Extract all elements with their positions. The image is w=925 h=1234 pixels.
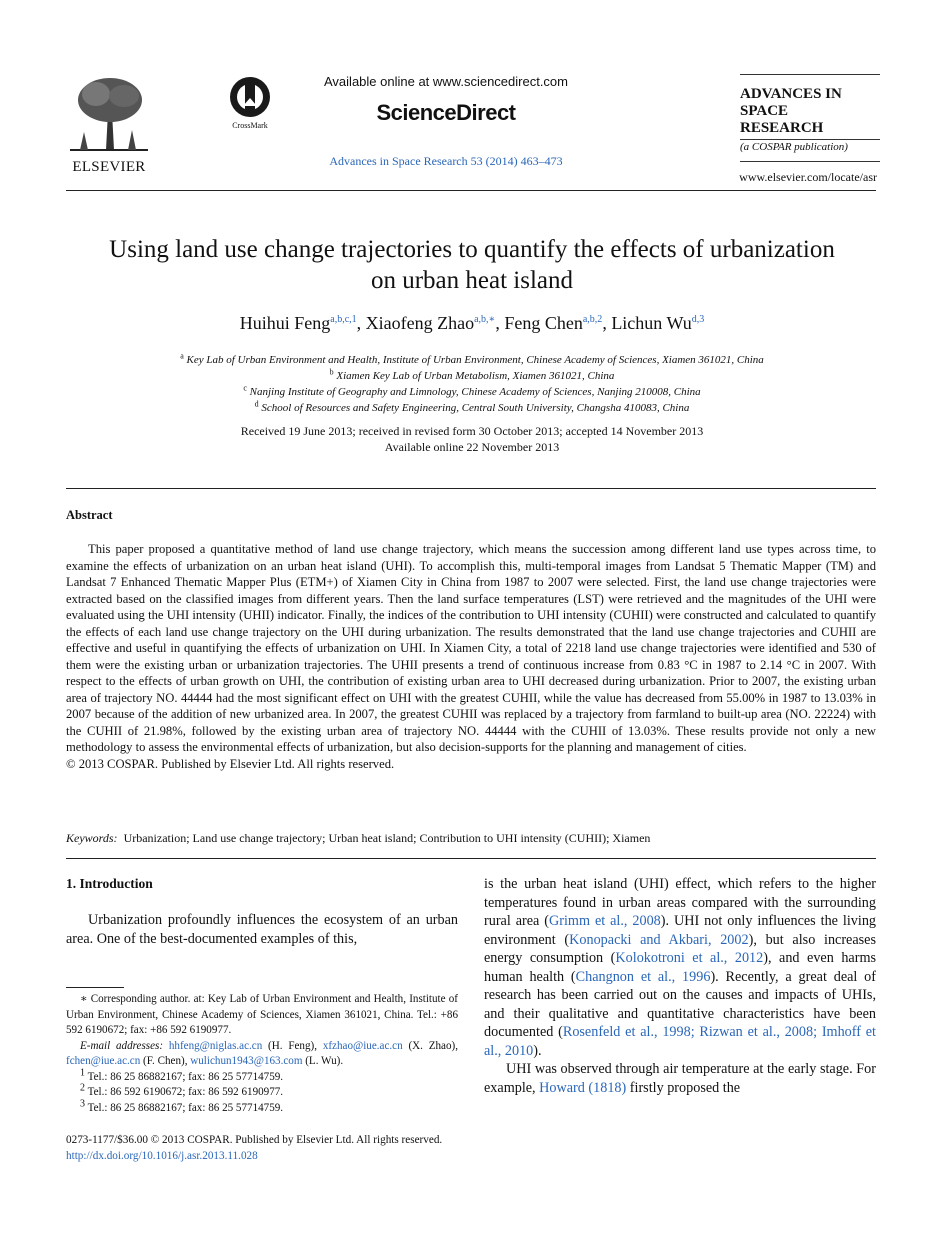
footnote-2: $^2$ Tel.: 86 592 6190672; fax: 86 592 6190977. <box>80 1082 284 1098</box>
abstract-copyright: © 2013 COSPAR. Published by Elsevier Ltd. All rights reserved. <box>66 756 395 771</box>
keywords <box>66 831 876 846</box>
keywords-label: Keywords: <box>66 831 118 845</box>
journal-logo-line: (a COSPAR publication) <box>740 139 880 154</box>
author-list <box>50 313 894 334</box>
crossmark-label: CrossMark <box>232 121 268 130</box>
footnote-rule <box>66 987 124 988</box>
intro-paragraph-1: Urbanization profoundly influences the ecosystem of an urban area. One of the best-documented examples of this, <box>66 912 458 947</box>
intro-right-column <box>484 875 876 1097</box>
available-online: Available online at www.sciencedirect.com <box>324 74 568 89</box>
author[interactable]: Xiaofeng Zhao$^{a,b,∗}$, <box>365 313 500 333</box>
sciencedirect-wordmark[interactable]: ScienceDirect <box>376 100 516 125</box>
email-link[interactable]: hhfeng@niglas.ac.cn <box>168 1039 263 1052</box>
elsevier-wordmark: ELSEVIER <box>72 159 146 175</box>
header-rule <box>66 190 876 191</box>
issn-copyright: 0273-1177/$36.00 © 2013 COSPAR. Published by Elsevier Ltd. All rights reserved. <box>66 1134 443 1146</box>
intro-heading: 1. Introduction <box>66 876 153 891</box>
journal-citation[interactable]: Advances in Space Research 53 (2014) 463–473 <box>329 154 563 168</box>
article-title <box>50 234 894 296</box>
abstract-text: This paper proposed a quantitative method of land use change trajectory, which means the succession among different land use types across time, to examine the effects of urbanization on an urban heat island (UHI). To accomplish this, multi-temporal images from Landsat 5 Thematic Mapper (TM) and Landsat 7 Enhanced Thematic Mapper Plus (ETM+) of Xiamen City in China from 1987 to 2007 were selected. First, the land use change trajectories were extracted based on the classified images from different years. Then the land surface temperatures (LST) were retrieved and the magnitudes of the UHI were evaluated using the UHI intensity (UHII) indicator. Finally, the indices of the contribution to UHI intensity (CUHII) were constructed and calculated to quantify the effects of each land use change trajectory on the UHI during urbanization. The results demonstrated that the land use change trajectories and CUHII are effective and useful in quantifying the effects of urbanization on UHI. In Xiamen City, a total of 2218 land use change trajectories were identified and 530 of them were the existing urban or urbanization trajectories. The UHII presents a trend of continuous increase from 0.83 °C in 1987 to 2.14 °C in 2007. With respect to the effects of urban growth on UHI, the contribution of existing urban area to UHI decreased during urbanization. Prior to 2007, the existing urban area of trajectory NO. 44444 had the most significant effect on UHI with the greatest CUHII, while the value has decreased from 55.00% in 1987 to 13.03% in 2007 because of the addition of new urbanized area. In 2007, the greatest CUHII was replaced by a trajectory from farmland to built-up area (NO. 22224) with the CUHII of 21.98%, followed by the existing urban area of trajectory NO. 44444 with the CUHII of 13.03%. These results provide not only a new methodology to assess the environmental effects of urbanization, but also decision-supports for the planning and management of cities. <box>66 542 876 754</box>
keywords-rule <box>66 858 876 859</box>
affiliation: $^c$ Nanjing Institute of Geography and Limnology, Chinese Academy of Sciences, Nanjing 210008, China <box>243 383 701 398</box>
journal-logo[interactable] <box>740 74 880 162</box>
intro-paragraph-1-cont: is the urban heat island (UHI) effect, which refers to the higher temperatures found in urban areas compared with the surrounding rural area (Grimm et al., 2008). UHI not only influences the living environment (Konopacki and Akbari, 2002), but also increases energy consumption (Kolokotroni et al., 2012), and even harms human health (Changnon et al., 1996). Recently, a great deal of research has been carried out on the causes and impacts of UHIs, and their qualitative and quantitative characteristics have been documented (Rosenfeld et al., 1998; Rizwan et al., 2008; Imhoff et al., 2010). <box>484 876 877 1059</box>
journal-logo-line: SPACE <box>740 103 789 119</box>
author[interactable]: Huihui Feng$^{a,b,c,1}$, <box>239 313 362 333</box>
affiliation: $^b$ Xiamen Key Lab of Urban Metabolism, Xiamen 361021, China <box>329 367 615 382</box>
citation-link[interactable]: Howard (1818) <box>539 1079 627 1096</box>
citation-link[interactable]: Rosenfeld et al., 1998; Rizwan et al., 2008; Imhoff et al., 2010 <box>484 1024 876 1059</box>
corresponding-author-note: ∗ Corresponding author. at: Key Lab of Urban Environment and Health, Institute of Urban Environment, Chinese Academy of Sciences, Xiamen 361021, China. Tel.: +86 592 6190672; fax: +86 592 6190977. <box>66 993 458 1036</box>
elsevier-tree-icon <box>66 72 152 152</box>
citation-link[interactable]: Grimm et al., 2008 <box>549 913 661 929</box>
footnote-3: $^3$ Tel.: 86 25 86882167; fax: 86 25 57714759. <box>80 1097 284 1114</box>
intro-paragraph-2: UHI was observed through air temperature at the early stage. For example, Howard (1818) firstly proposed the <box>484 1061 876 1096</box>
affiliation: $^a$ Key Lab of Urban Environment and Health, Institute of Urban Environment, Chinese Academy of Sciences, Xiamen 361021, China <box>180 351 764 366</box>
abstract-heading: Abstract <box>66 508 113 522</box>
title-line: on urban heat island <box>370 267 574 294</box>
author[interactable]: Feng Chen$^{a,b,2}$, <box>504 313 607 333</box>
author[interactable]: Lichun Wu$^{d,3}$ <box>611 313 705 333</box>
received-dates: Received 19 June 2013; received in revised form 30 October 2013; accepted 14 November 2013 <box>240 424 704 438</box>
title-line: Using land use change trajectories to quantify the effects of urbanization <box>109 236 835 263</box>
footnotes <box>66 992 458 1116</box>
citation-link[interactable]: Changnon et al., 1996 <box>575 968 711 985</box>
crossmark-icon <box>229 76 271 118</box>
email-link[interactable]: wulichun1943@163.com <box>190 1055 303 1067</box>
journal-logo-line: ADVANCES IN <box>740 86 842 102</box>
email-link[interactable]: xfzhao@iue.ac.cn <box>322 1039 403 1052</box>
elsevier-logo[interactable] <box>66 72 152 175</box>
citation-link[interactable]: Konopacki and Akbari, 2002 <box>569 931 749 948</box>
available-date: Available online 22 November 2013 <box>384 440 560 454</box>
affiliations <box>50 352 894 416</box>
affiliation: $^d$ School of Resources and Safety Engineering, Central South University, Changsha 410083, China <box>254 399 690 414</box>
journal-logo-line: RESEARCH <box>740 120 824 136</box>
footnote-1: $^1$ Tel.: 86 25 86882167; fax: 86 25 57714759. <box>80 1066 284 1083</box>
email-label: E-mail addresses: <box>80 1039 164 1052</box>
email-link[interactable]: fchen@iue.ac.cn <box>66 1055 141 1067</box>
abstract-top-rule <box>66 488 876 489</box>
journal-url[interactable]: www.elsevier.com/locate/asr <box>739 170 877 184</box>
citation-link[interactable]: Kolokotroni et al., 2012 <box>615 950 764 966</box>
crossmark-badge[interactable] <box>224 76 276 130</box>
doi-link[interactable]: http://dx.doi.org/10.1016/j.asr.2013.11.028 <box>66 1150 258 1162</box>
email-note: E-mail addresses: hhfeng@niglas.ac.cn (H. Feng), xfzhao@iue.ac.cn (X. Zhao), fchen@iue.ac.cn (F. Chen), wulichun1943@163.com (L. Wu). <box>66 1039 458 1067</box>
keywords-list: Urbanization; Land use change trajectory; Urban heat island; Contribution to UHI intensity (CUHII); Xiamen <box>123 831 651 845</box>
abstract-body <box>66 541 876 772</box>
